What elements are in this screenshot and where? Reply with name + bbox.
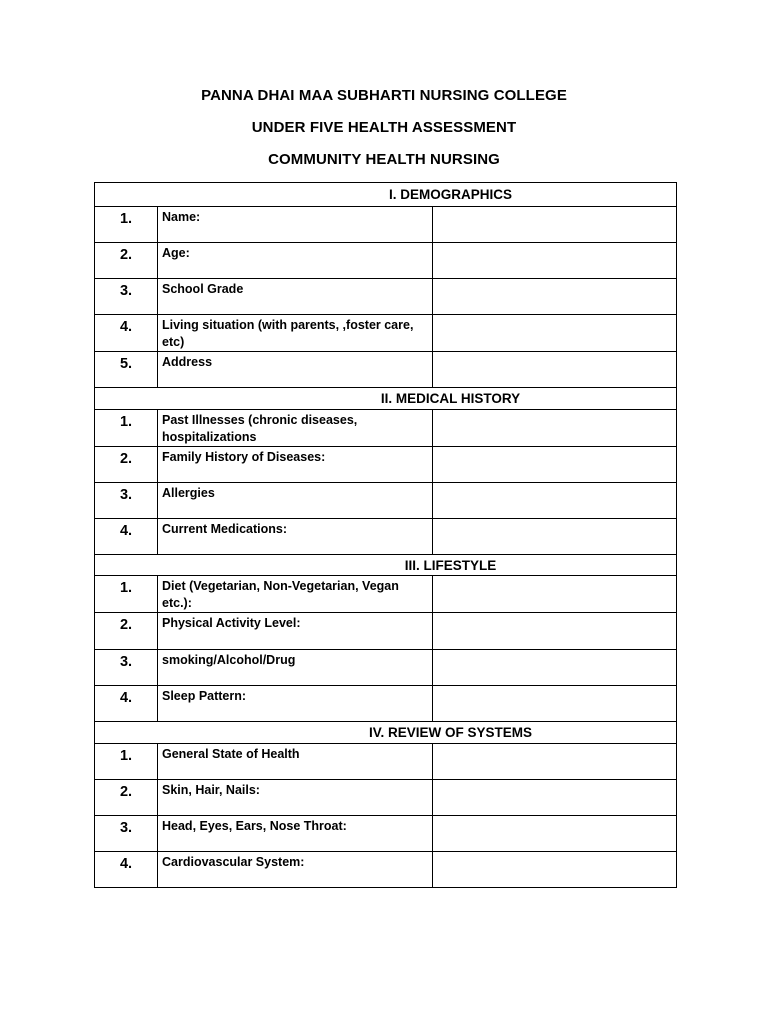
item-number: 3. [95, 279, 158, 315]
section-header-review-of-systems [95, 722, 677, 744]
item-label: Age: [158, 243, 433, 279]
answer-field[interactable] [433, 410, 677, 447]
item-label: Family History of Diseases: [158, 447, 433, 483]
answer-field[interactable] [433, 243, 677, 279]
section-title: IV. REVIEW OF SYSTEMS [368, 725, 533, 740]
item-number: 3. [95, 650, 158, 686]
item-label: Diet (Vegetarian, Non-Vegetarian, Vegan etc.): [158, 576, 433, 613]
section-header-lifestyle [95, 555, 677, 576]
item-number: 5. [95, 352, 158, 388]
answer-field[interactable] [433, 650, 677, 686]
item-label: Past Illnesses (chronic diseases, hospitalizations [158, 410, 433, 447]
table-row [95, 576, 677, 613]
table-row [95, 613, 677, 650]
section-title: III. LIFESTYLE [404, 557, 497, 573]
answer-field[interactable] [433, 315, 677, 352]
item-label: Allergies [158, 483, 433, 519]
item-number: 3. [95, 816, 158, 852]
answer-field[interactable] [433, 686, 677, 722]
item-number: 1. [95, 410, 158, 447]
section-header-medical-history [95, 388, 677, 410]
table-row [95, 852, 677, 888]
table-row [95, 352, 677, 388]
table-row [95, 519, 677, 555]
answer-field[interactable] [433, 816, 677, 852]
section-title: II. MEDICAL HISTORY [380, 391, 521, 406]
item-label: Living situation (with parents, ,foster care, etc) [158, 315, 433, 352]
item-label: School Grade [158, 279, 433, 315]
item-label: Address [158, 352, 433, 388]
form-title: UNDER FIVE HEALTH ASSESSMENT [251, 119, 517, 136]
answer-field[interactable] [433, 483, 677, 519]
item-label: Cardiovascular System: [158, 852, 433, 888]
item-label: Skin, Hair, Nails: [158, 780, 433, 816]
answer-field[interactable] [433, 613, 677, 650]
item-label: Sleep Pattern: [158, 686, 433, 722]
table-row [95, 686, 677, 722]
answer-field[interactable] [433, 447, 677, 483]
item-label: Physical Activity Level: [158, 613, 433, 650]
form-subtitle: COMMUNITY HEALTH NURSING [268, 151, 500, 168]
answer-field[interactable] [433, 207, 677, 243]
table-row [95, 650, 677, 686]
answer-field[interactable] [433, 279, 677, 315]
table-row [95, 279, 677, 315]
item-number: 2. [95, 780, 158, 816]
section-title: I. DEMOGRAPHICS [389, 187, 513, 202]
item-number: 2. [95, 447, 158, 483]
table-row [95, 207, 677, 243]
answer-field[interactable] [433, 780, 677, 816]
answer-field[interactable] [433, 576, 677, 613]
item-number: 1. [95, 576, 158, 613]
table-row [95, 483, 677, 519]
answer-field[interactable] [433, 852, 677, 888]
table-row [95, 243, 677, 279]
table-row [95, 744, 677, 780]
item-number: 4. [95, 686, 158, 722]
item-label: Name: [158, 207, 433, 243]
table-row [95, 315, 677, 352]
item-label: smoking/Alcohol/Drug [158, 650, 433, 686]
item-number: 3. [95, 483, 158, 519]
answer-field[interactable] [433, 352, 677, 388]
item-number: 1. [95, 744, 158, 780]
item-number: 2. [95, 613, 158, 650]
table-row [95, 447, 677, 483]
college-name: PANNA DHAI MAA SUBHARTI NURSING COLLEGE [201, 87, 567, 104]
item-number: 4. [95, 852, 158, 888]
item-label: General State of Health [158, 744, 433, 780]
item-label: Head, Eyes, Ears, Nose Throat: [158, 816, 433, 852]
item-number: 4. [95, 315, 158, 352]
item-label: Current Medications: [158, 519, 433, 555]
table-row [95, 780, 677, 816]
table-row [95, 410, 677, 447]
item-number: 4. [95, 519, 158, 555]
item-number: 1. [95, 207, 158, 243]
answer-field[interactable] [433, 744, 677, 780]
assessment-table [94, 182, 677, 888]
table-row [95, 816, 677, 852]
section-header-demographics [95, 183, 677, 207]
item-number: 2. [95, 243, 158, 279]
answer-field[interactable] [433, 519, 677, 555]
